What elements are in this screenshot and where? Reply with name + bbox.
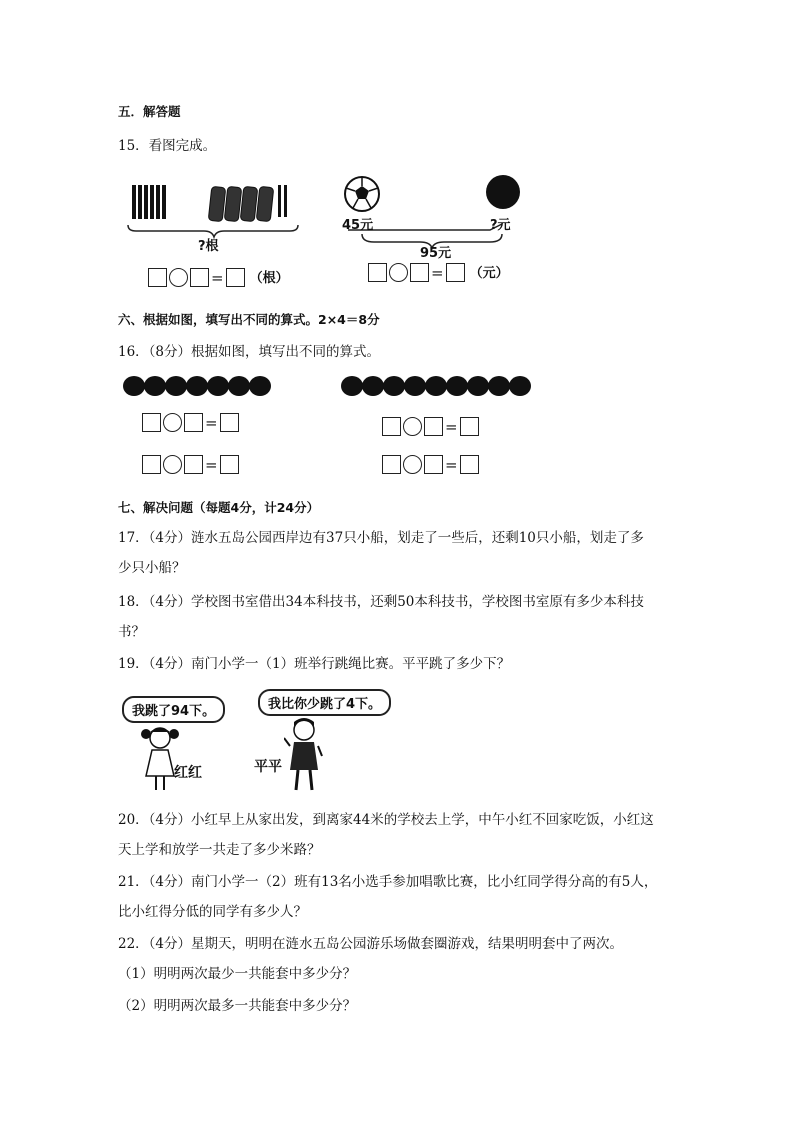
ball-icon [425,376,447,396]
q20-line1: 20．（4分）小红早上从家出发，到离家44米的学校去上学，中午小红不回家吃饭，小红这 [118,812,654,828]
q16-left-equation-2: = [142,454,239,474]
q15-price-right: ?元 [490,218,511,233]
q15-left-equation: = （根） [148,267,289,287]
q21-line2: 比小红得分低的同学有多少人？ [118,904,307,920]
answer-box[interactable] [220,455,239,474]
ball-icon [446,376,468,396]
ball-icon [123,376,145,396]
girl-name: 红红 [174,765,202,781]
boy-speech-bubble: 我比你少跳了4下。 [258,689,391,716]
boy-figure-icon [284,716,324,796]
q18-line2: 书？ [118,624,145,640]
q22-sub1: （1）明明两次最少一共能套中多少分？ [118,966,357,982]
ball-icon [207,376,229,396]
q16-left-balls [118,372,288,402]
q22-text: 22．（4分）星期天，明明在涟水五岛公园游乐场做套圈游戏，结果明明套中了两次。 [118,936,624,952]
q19-figure [118,686,418,801]
q15-right-equation: = （元） [368,262,509,282]
answer-box[interactable] [424,455,443,474]
answer-box[interactable] [382,455,401,474]
q16-right-equation-2: = [382,454,479,474]
answer-box[interactable] [184,413,203,432]
operator-circle[interactable] [163,455,182,474]
section6-title: 六、根据如图，填写出不同的算式。2×4＝8分 [118,312,380,327]
ball-icon [362,376,384,396]
q21-line1: 21．（4分）南门小学一（2）班有13名小选手参加唱歌比赛，比小红同学得分高的有5人， [118,874,658,890]
q16-text: 16．（8分）根据如图，填写出不同的算式。 [118,344,381,360]
q15-text: 15．看图完成。 [118,138,217,154]
answer-box[interactable] [424,417,443,436]
ball-icon [249,376,271,396]
answer-box[interactable] [142,413,161,432]
q22-sub2: （2）明明两次最多一共能套中多少分？ [118,998,357,1014]
q15-price-left: 45元 [342,218,374,233]
q15-left-unit-label: ?根 [198,239,219,254]
answer-box[interactable] [368,263,387,282]
answer-box[interactable] [148,268,167,287]
answer-box[interactable] [410,263,429,282]
q16-right-figure [336,372,546,487]
q20-line2: 天上学和放学一共走了多少米路？ [118,842,321,858]
q16-right-balls [336,372,546,402]
operator-circle[interactable] [169,268,188,287]
answer-box[interactable] [220,413,239,432]
ball-icon [165,376,187,396]
answer-box[interactable] [184,455,203,474]
answer-box[interactable] [226,268,245,287]
girl-speech-bubble: 我跳了94下。 [122,696,225,723]
answer-box[interactable] [190,268,209,287]
ball-icon [467,376,489,396]
q18-line1: 18．（4分）学校图书室借出34本科技书，还剩50本科技书，学校图书室原有多少本科技 [118,594,644,610]
answer-box[interactable] [142,455,161,474]
ball-icon [144,376,166,396]
q16-right-equation-1: = [382,416,479,436]
ball-icon [186,376,208,396]
girl-figure-icon [138,724,182,796]
q15-total: 95元 [420,246,452,261]
boy-name: 平平 [254,759,282,775]
ball-icon [341,376,363,396]
ball-icon [509,376,531,396]
operator-circle[interactable] [403,455,422,474]
ball-icon [228,376,250,396]
answer-box[interactable] [460,455,479,474]
operator-circle[interactable] [163,413,182,432]
q15-right-unit: （元） [469,266,509,281]
ball-icon [488,376,510,396]
ball-icon [404,376,426,396]
section5-title: 五．解答题 [118,104,181,119]
q15-balls-figure [340,172,540,292]
operator-circle[interactable] [389,263,408,282]
q16-left-figure [118,372,288,487]
q17-line2: 少只小船？ [118,560,186,576]
q17-line1: 17．（4分）涟水五岛公园西岸边有37只小船，划走了一些后，还剩10只小船，划走了多 [118,530,644,546]
answer-box[interactable] [446,263,465,282]
q16-left-equation-1: = [142,412,239,432]
q15-left-unit: （根） [249,271,289,286]
answer-box[interactable] [382,417,401,436]
section7-title: 七、解决问题（每题4分，计24分） [118,500,320,515]
operator-circle[interactable] [403,417,422,436]
answer-box[interactable] [460,417,479,436]
q19-text: 19．（4分）南门小学一（1）班举行跳绳比赛。平平跳了多少下？ [118,656,511,672]
q15-sticks-figure [118,175,308,290]
ball-icon [383,376,405,396]
